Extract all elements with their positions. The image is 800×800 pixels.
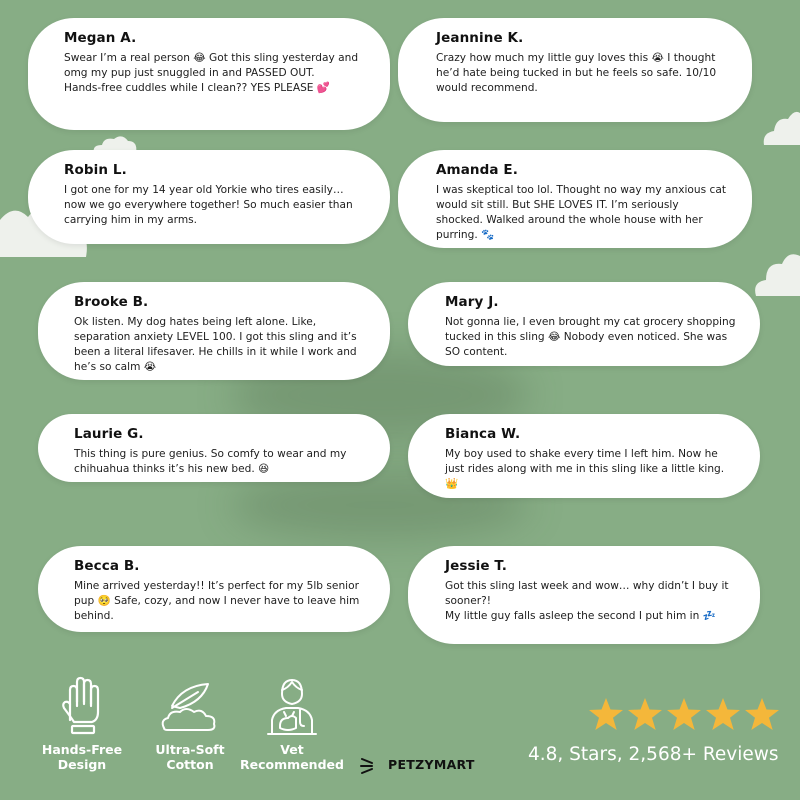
star-icon [706, 698, 740, 730]
reviewer-name: Robin L. [64, 162, 127, 178]
star-icon [667, 698, 701, 730]
review-card [38, 546, 390, 632]
feature-hands-free [30, 676, 134, 772]
review-card [408, 282, 760, 366]
review-text: Crazy how much my little guy loves this 😭 I thought he’d hate being tucked in but he feels so safe. 10/10 would recommend. [436, 52, 717, 94]
star-icon [745, 698, 779, 730]
feature-label: Ultra-Soft Cotton [155, 742, 225, 772]
sparkle-left-icon [358, 754, 380, 778]
reviewer-name: Laurie G. [74, 426, 144, 442]
reviewer-name: Brooke B. [74, 294, 149, 310]
cloud-icon [762, 105, 800, 150]
review-card [38, 282, 390, 380]
raised-hand-icon [54, 676, 110, 736]
feature-vet-recommended [238, 676, 346, 772]
review-text: My boy used to shake every time I left him. Now he just rides along with me in this sling like a little king. 👑 [445, 448, 725, 490]
reviewer-name: Mary J. [445, 294, 499, 310]
feature-label: Hands-Free Design [41, 742, 123, 772]
reviewer-name: Jeannine K. [436, 30, 524, 46]
brand-name: PETZYMART [388, 757, 475, 772]
feature-ultra-soft [138, 676, 242, 772]
review-card [28, 18, 390, 130]
reviewer-name: Amanda E. [436, 162, 518, 178]
review-card [38, 414, 390, 482]
review-card [28, 150, 390, 244]
reviewer-name: Becca B. [74, 558, 140, 574]
rating-stars [587, 696, 779, 734]
reviewer-name: Bianca W. [445, 426, 521, 442]
review-card [408, 546, 760, 644]
review-text: I got one for my 14 year old Yorkie who tires easily… now we go everywhere together! So much easier than carrying him in my arms. [64, 184, 353, 226]
reviewer-name: Jessie T. [445, 558, 507, 574]
review-text: Ok listen. My dog hates being left alone. Like, separation anxiety LEVEL 100. I got this sling and it’s been a literal lifesaver. He chills in it while I work and he’s so calm 😭 [74, 316, 357, 373]
brand-logo [358, 752, 488, 780]
rating-summary: 4.8, Stars, 2,568+ Reviews [528, 744, 779, 765]
star-icon [628, 698, 662, 730]
review-text: Not gonna lie, I even brought my cat grocery shopping tucked in this sling 😂 Nobody even noticed. She was SO content. [445, 316, 736, 358]
feather-cloud-icon [158, 676, 222, 736]
veterinarian-icon [262, 676, 322, 736]
star-icon [589, 698, 623, 730]
reviewer-name: Megan A. [64, 30, 137, 46]
review-card [398, 150, 752, 248]
review-text: Swear I’m a real person 😂 Got this sling yesterday and omg my pup just snuggled in and PASSED OUT. Hands-free cuddles while I clean?? YES PLEASE 💕 [64, 52, 359, 94]
cloud-icon [752, 240, 800, 300]
review-text: Got this sling last week and wow… why didn’t I buy it sooner?! My little guy falls asleep the second I put him in 💤 [445, 580, 729, 622]
review-text: Mine arrived yesterday!! It’s perfect for my 5lb senior pup 🥺 Safe, cozy, and now I never have to leave him behind. [74, 580, 360, 622]
review-card [408, 414, 760, 498]
review-text: This thing is pure genius. So comfy to wear and my chihuahua thinks it’s his new bed. 😆 [74, 448, 347, 475]
feature-label: Vet Recommended [240, 742, 344, 772]
review-text: I was skeptical too lol. Thought no way my anxious cat would sit still. But SHE LOVES IT. I’m seriously shocked. Walked around the whole house with her purring. 🐾 [436, 184, 726, 241]
review-card [398, 18, 752, 122]
